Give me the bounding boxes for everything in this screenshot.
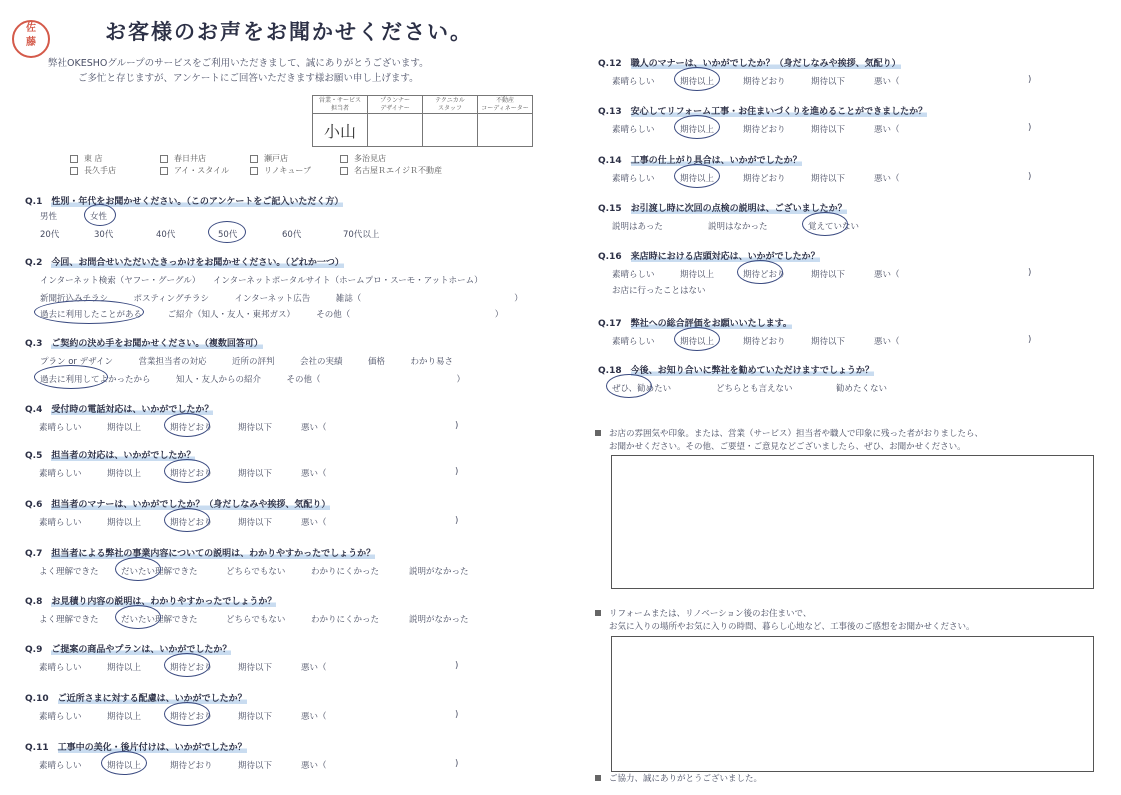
option[interactable]: 素晴らしい (39, 423, 82, 433)
option[interactable]: だいたい理解できた (121, 567, 198, 577)
option[interactable]: 期待どおり (170, 712, 213, 722)
close-paren: ) (455, 467, 459, 477)
option[interactable]: 期待以下 (238, 469, 273, 479)
answer-circle (606, 374, 652, 398)
answer-circle (674, 327, 720, 351)
comment-prompt-2: リフォームまたは、リノベーション後のお住まいで、 お気に入りの場所やお気に入りの時間、暮らし心地など、工事後のご感想をお聞かせください。 (595, 608, 975, 634)
page-title: お客様のお声をお聞かせください。 (105, 20, 473, 44)
answer-circle (164, 653, 210, 677)
answer-circle (101, 751, 147, 775)
staff-header: テクニカル スタッフ (423, 96, 478, 114)
option[interactable]: だいたい理解できた (121, 615, 198, 625)
option[interactable]: 期待以下 (811, 337, 846, 347)
option[interactable]: 悪い（ (874, 77, 900, 87)
seal-stamp: 佐 藤 (12, 20, 50, 58)
option[interactable]: わかりにくかった (311, 567, 380, 577)
answer-circle (208, 221, 246, 243)
option[interactable]: 説明はなかった (708, 222, 768, 232)
option-line[interactable]: インターネット検索（ヤフー・グーグル） インターネットポータルサイト（ホームプロ・スーモ・アットホーム） (40, 276, 483, 286)
option[interactable]: 男性 (40, 212, 58, 222)
option[interactable]: どちらとも言えない (716, 384, 793, 394)
option[interactable]: 期待どおり (170, 469, 213, 479)
question-8: Q.8 お見積り内容の説明は、わかりやすかったでしょうか？ (25, 597, 277, 607)
option[interactable]: 悪い（ (874, 270, 900, 280)
option[interactable]: 悪い（ (301, 663, 327, 673)
answer-circle (164, 413, 210, 437)
question-11: Q.11 工事中の美化・後片付けは、いかがでしたか？ (25, 743, 247, 753)
question-14: Q.14 工事の仕上がり具合は、いかがでしたか？ (598, 156, 802, 166)
answer-circle (802, 212, 848, 236)
store-option[interactable]: 多治見店 (340, 153, 430, 165)
store-option[interactable]: リノキューブ (250, 165, 340, 177)
option[interactable]: 悪い（ (301, 712, 327, 722)
option[interactable]: よく理解できた (39, 615, 99, 625)
answer-circle (674, 67, 720, 91)
option[interactable]: 期待以上 (680, 125, 715, 135)
answer-circle (674, 164, 720, 188)
comment-box-2[interactable] (611, 636, 1094, 772)
option-line[interactable]: 新聞折込みチラシ ポスティングチラシ インターネット広告 雑誌（ ） (40, 294, 523, 304)
answer-circle (164, 702, 210, 726)
option[interactable]: 期待どおり (743, 77, 786, 87)
option[interactable]: 期待以下 (811, 125, 846, 135)
comment-prompt-1: お店の雰囲気や印象。または、営業（サービス）担当者や職人で印象に残った者がおりましたら、 お聞かせください。その他、ご要望・ご意見などございましたら、ぜひ、お聞かせください。 (595, 428, 983, 454)
question-4: Q.4 受付時の電話対応は、いかがでしたか？ (25, 405, 214, 415)
question-1: Q.1 性別・年代をお聞かせください。（このアンケートをご記入いただく方） (25, 197, 344, 207)
option[interactable]: 20代 (40, 230, 60, 240)
option[interactable]: 説明がなかった (409, 567, 469, 577)
store-option[interactable]: 東 店 (70, 153, 160, 165)
option[interactable]: どちらでもない (226, 615, 286, 625)
option[interactable]: 素晴らしい (39, 469, 82, 479)
question-16: Q.16 来店時における店頭対応は、いかがでしたか？ (598, 252, 820, 262)
question-17: Q.17 弊社への総合評価をお願いいたします。 (598, 319, 792, 329)
option[interactable]: 期待以上 (107, 518, 142, 528)
option[interactable]: 期待どおり (170, 423, 213, 433)
option[interactable]: 悪い（ (301, 423, 327, 433)
option[interactable]: 素晴らしい (39, 761, 82, 771)
option[interactable]: 期待どおり (170, 518, 213, 528)
option[interactable]: 期待以下 (238, 518, 273, 528)
question-6: Q.6 担当者のマナーは、いかがでしたか？（身だしなみや挨拶、気配り） (25, 500, 331, 510)
option[interactable]: 期待どおり (743, 270, 786, 280)
option[interactable]: 素晴らしい (612, 125, 655, 135)
option[interactable]: 期待以下 (811, 77, 846, 87)
store-checklist (70, 153, 442, 177)
option[interactable]: よく理解できた (39, 567, 99, 577)
question-10: Q.10 ご近所さまに対する配慮は、いかがでしたか？ (25, 694, 247, 704)
answer-circle (115, 605, 161, 629)
option[interactable]: 期待以上 (107, 423, 142, 433)
store-option[interactable]: 長久手店 (70, 165, 160, 177)
option[interactable]: 素晴らしい (39, 518, 82, 528)
intro-text: 弊社OKESHOグループのサービスをご利用いただきまして、誠にありがとうございます。 ご多忙と存じますが、アンケートにご回答いただきます様お願い申し上げます。 (48, 58, 429, 84)
option[interactable]: 勧めたくない (836, 384, 888, 394)
option[interactable]: 期待どおり (743, 125, 786, 135)
option-line[interactable]: 過去に利用したことがある ご紹介（知人・友人・東邦ガス） その他（ ） (40, 310, 504, 320)
answer-circle (164, 508, 210, 532)
option[interactable]: 60代 (282, 230, 302, 240)
option[interactable]: 期待以下 (811, 270, 846, 280)
staff-header: プランナー デザイナー (368, 96, 423, 114)
question-7: Q.7 担当者による弊社の事業内容についての説明は、わかりやすかったでしょうか？ (25, 549, 376, 559)
option[interactable]: 覚えていない (808, 222, 860, 232)
close-paren: ) (1028, 75, 1032, 85)
option[interactable]: 期待どおり (170, 663, 213, 673)
option[interactable]: 悪い（ (301, 518, 327, 528)
option[interactable]: 悪い（ (874, 125, 900, 135)
option[interactable]: 期待以下 (238, 423, 273, 433)
option[interactable]: 素晴らしい (612, 77, 655, 87)
option-line[interactable]: プラン or デザイン 営業担当者の対応 近所の評判 会社の実績 価格 わかり易さ (40, 357, 454, 367)
close-paren: ) (1028, 123, 1032, 133)
store-option[interactable]: 瀬戸店 (250, 153, 340, 165)
staff-table (312, 95, 533, 147)
answer-circle (115, 557, 161, 581)
option[interactable]: 30代 (94, 230, 114, 240)
store-option[interactable]: アイ・スタイル (160, 165, 250, 177)
option[interactable]: 期待どおり (743, 337, 786, 347)
option[interactable]: 素晴らしい (612, 174, 655, 184)
option[interactable]: お店に行ったことはない (612, 286, 706, 296)
option[interactable]: 悪い（ (874, 174, 900, 184)
option[interactable]: 期待どおり (170, 761, 213, 771)
option[interactable]: 期待以下 (238, 663, 273, 673)
option-line[interactable]: 過去に利用してよかったから 知人・友人からの紹介 その他（ ） (40, 375, 466, 385)
store-option[interactable]: 名古屋ＲエイジＲ不動産 (340, 165, 430, 177)
option[interactable]: 悪い（ (301, 761, 327, 771)
staff-sales-value[interactable]: 小山 (313, 114, 368, 147)
option[interactable]: 期待以上 (107, 712, 142, 722)
close-paren: ) (455, 759, 459, 769)
staff-realestate-value[interactable] (478, 114, 533, 147)
option[interactable]: 説明はあった (612, 222, 663, 232)
staff-header: 営業・サービス 担当者 (313, 96, 368, 114)
option[interactable]: 70代以上 (343, 230, 380, 240)
answer-circle (674, 115, 720, 139)
option[interactable]: 期待以上 (680, 337, 715, 347)
staff-tech-value[interactable] (423, 114, 478, 147)
question-18: Q.18 今後、お知り合いに弊社を勧めていただけますでしょうか？ (598, 366, 874, 376)
comment-box-1[interactable] (611, 455, 1094, 589)
close-paren: ) (1028, 268, 1032, 278)
close-paren: ) (1028, 172, 1032, 182)
option[interactable]: 素晴らしい (612, 337, 655, 347)
option[interactable]: 素晴らしい (39, 663, 82, 673)
option[interactable]: 期待以上 (107, 663, 142, 673)
option[interactable]: 悪い（ (874, 337, 900, 347)
close-paren: ) (1028, 335, 1032, 345)
store-option[interactable]: 春日井店 (160, 153, 250, 165)
option[interactable]: ぜひ、勧めたい (612, 384, 672, 394)
footer-thanks: ご協力、誠にありがとうございました。 (595, 773, 762, 786)
option[interactable]: 期待以上 (107, 761, 142, 771)
close-paren: ) (455, 421, 459, 431)
staff-header: 不動産 コーディネーター (478, 96, 533, 114)
close-paren: ) (455, 516, 459, 526)
option[interactable]: 期待どおり (743, 174, 786, 184)
question-15: Q.15 お引渡し時に次回の点検の説明は、ございましたか？ (598, 204, 847, 214)
answer-circle (84, 204, 116, 226)
option[interactable]: 悪い（ (301, 469, 327, 479)
option[interactable]: 50代 (218, 230, 238, 240)
question-5: Q.5 担当者の対応は、いかがでしたか？ (25, 451, 196, 461)
option[interactable]: わかりにくかった (311, 615, 380, 625)
option[interactable]: 素晴らしい (39, 712, 82, 722)
option[interactable]: どちらでもない (226, 567, 286, 577)
close-paren: ) (455, 710, 459, 720)
staff-planner-value[interactable] (368, 114, 423, 147)
option[interactable]: 40代 (156, 230, 176, 240)
option[interactable]: 期待以下 (238, 761, 273, 771)
question-9: Q.9 ご提案の商品やプランは、いかがでしたか？ (25, 645, 232, 655)
option[interactable]: 女性 (90, 212, 108, 222)
option[interactable]: 期待以上 (680, 174, 715, 184)
question-12: Q.12 職人のマナーは、いかがでしたか？（身だしなみや挨拶、気配り） (598, 59, 901, 69)
option[interactable]: 素晴らしい (612, 270, 655, 280)
answer-circle (737, 260, 783, 284)
answer-circle (34, 365, 108, 389)
option[interactable]: 期待以下 (238, 712, 273, 722)
close-paren: ) (455, 661, 459, 671)
option[interactable]: 期待以上 (680, 270, 715, 280)
answer-circle (34, 300, 144, 324)
option[interactable]: 期待以上 (680, 77, 715, 87)
question-3: Q.3 ご契約の決め手をお聞かせください。（複数回答可） (25, 339, 263, 349)
answer-circle (164, 459, 210, 483)
option[interactable]: 説明がなかった (409, 615, 469, 625)
option[interactable]: 期待以下 (811, 174, 846, 184)
option[interactable]: 期待以上 (107, 469, 142, 479)
question-2: Q.2 今回、お問合せいただいたきっかけをお聞かせください。（どれか一つ） (25, 258, 344, 268)
question-13: Q.13 安心してリフォーム工事・お住まいづくりを進めることができましたか？ (598, 107, 928, 117)
